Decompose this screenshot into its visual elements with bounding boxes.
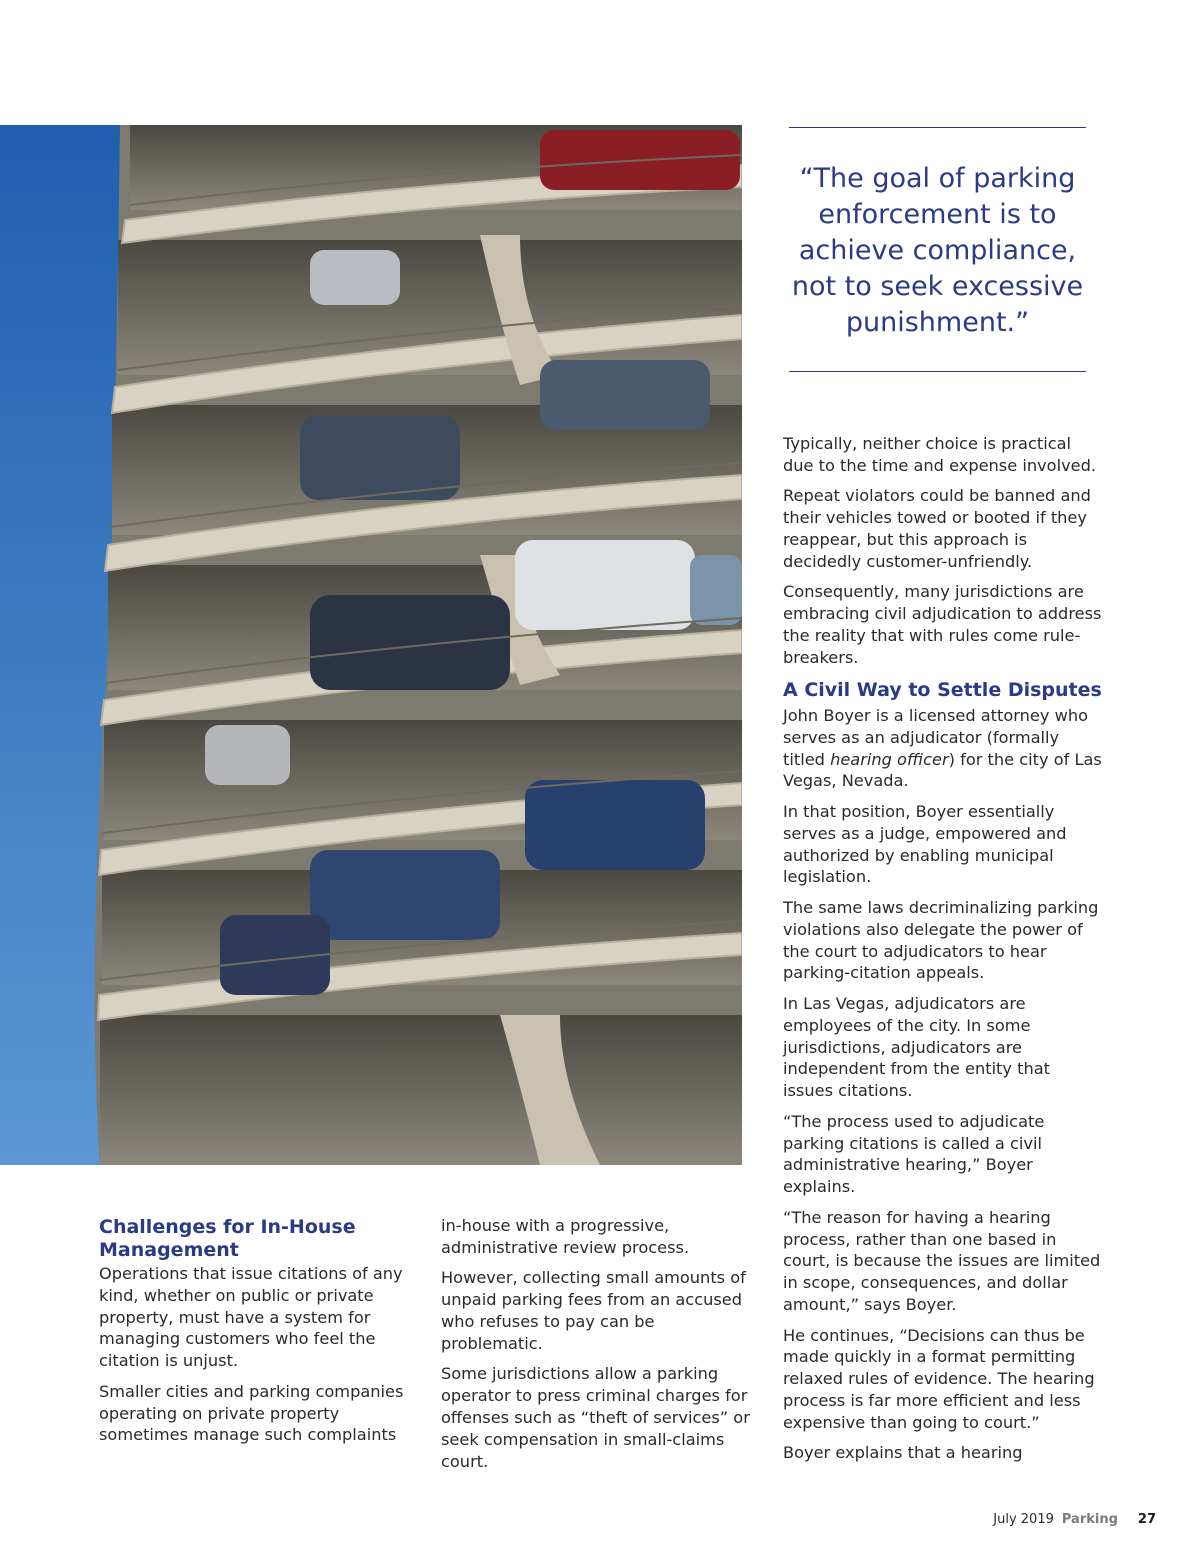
issue-date: July 2019	[993, 1512, 1054, 1527]
pull-quote-bottom-rule	[789, 371, 1086, 372]
parking-garage-illustration	[0, 125, 742, 1165]
pull-quote-line: enforcement is to	[818, 199, 1057, 230]
paragraph: In Las Vegas, adjudicators are employees of the city. In some jurisdictions, adjudicators are independent from the entity that issues citations.	[783, 994, 1051, 1101]
paragraph	[783, 705, 1105, 792]
section-heading-civil-way: A Civil Way to Settle Disputes	[783, 678, 1102, 701]
pull-quote-top-rule	[789, 127, 1086, 128]
garage-photo	[0, 125, 742, 1165]
paragraph: Operations that issue citations of any kind, whether on public or private property, must have a system for managing customers who feel the citation is unjust.	[99, 1264, 403, 1371]
paragraph: The same laws decriminalizing parking violations also delegate the power of the court to adjudicators to hear parking-citation appeals.	[783, 898, 1099, 983]
page-footer	[993, 1512, 1156, 1527]
italic-term: hearing officer	[830, 749, 949, 769]
paragraph-text: John Boyer is a licensed attorney who serves as an adjudicator (formally titled	[783, 706, 1088, 769]
paragraph: Boyer explains that a hearing	[783, 1443, 1023, 1463]
paragraph: “The process used to adjudicate parking citations is called a civil administrative hearing,” Boyer explains.	[783, 1111, 1045, 1197]
pull-quote-line: achieve compliance,	[798, 235, 1077, 266]
pull-quote-line: “The goal of parking	[799, 163, 1076, 194]
pull-quote	[783, 161, 1092, 341]
magazine-name: Parking	[1061, 1512, 1118, 1527]
paragraph: However, collecting small amounts of unpaid parking fees from an accused who refuses to pay can be problematic.	[441, 1268, 746, 1353]
paragraph: Typically, neither choice is practical due to the time and expense involved.	[783, 434, 1097, 475]
pull-quote-line: not to seek excessive	[791, 271, 1084, 302]
paragraph: in-house with a progressive, administrative review process.	[441, 1216, 690, 1257]
paragraph: “The reason for having a hearing process, rather than one based in court, is because the issues are limited in scope, consequences, and dollar amount,” says Boyer.	[783, 1207, 1101, 1314]
paragraph: Some jurisdictions allow a parking operator to press criminal charges for offenses such as “theft of services” or seek compensation in small-claims court.	[441, 1364, 750, 1471]
page-number: 27	[1137, 1512, 1156, 1527]
paragraph-text: ) for the city of Las Vegas, Nevada.	[783, 749, 1102, 791]
pull-quote-line: punishment.”	[845, 307, 1030, 338]
paragraph: Smaller cities and parking companies operating on private property sometimes manage such complaints	[99, 1381, 404, 1445]
article-column-left	[99, 1216, 417, 1455]
article-column-right	[783, 433, 1105, 1473]
paragraph: He continues, “Decisions can thus be made quickly in a format permitting relaxed rules of evidence. The hearing process is far more efficient and less expensive than going to court.”	[783, 1325, 1095, 1432]
article-column-middle	[441, 1215, 759, 1481]
paragraph: In that position, Boyer essentially serves as a judge, empowered and authorized by enabling municipal legislation.	[783, 802, 1067, 887]
paragraph: Repeat violators could be banned and their vehicles towed or booted if they reappear, but this approach is decidedly customer-unfriendly.	[783, 486, 1091, 571]
paragraph: Consequently, many jurisdictions are embracing civil adjudication to address the reality that with rules come rule-breakers.	[783, 582, 1102, 667]
section-heading-challenges: Challenges for In-House Management	[99, 1216, 356, 1261]
